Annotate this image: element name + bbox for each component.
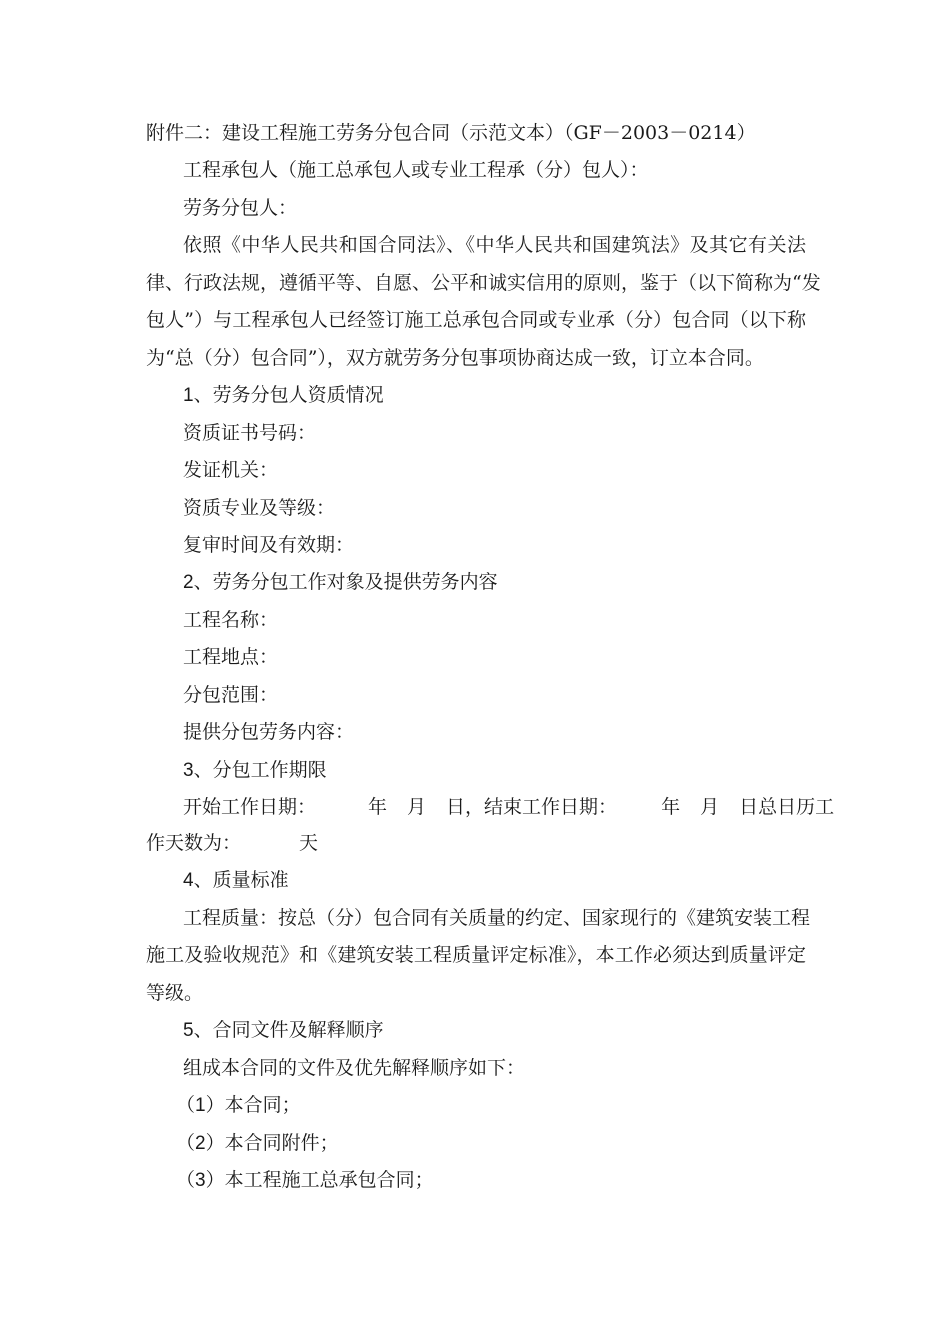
start-date-label: 开始工作日期： bbox=[183, 796, 317, 818]
preamble-line-2: 律、行政法规，遵循平等、自愿、公平和诚实信用的原则，鉴于（以下简称为“发 bbox=[146, 272, 821, 294]
section-title: 合同文件及解释顺序 bbox=[212, 1019, 384, 1041]
quality-line-3: 等级。 bbox=[146, 982, 204, 1004]
section-2-heading bbox=[183, 570, 498, 594]
section-number: 4、 bbox=[183, 870, 213, 891]
month-label: 月 bbox=[700, 796, 720, 818]
preamble-line-4: 为“总（分）包合同”），双方就劳务分包事项协商达成一致，订立本合同。 bbox=[146, 347, 764, 369]
section-number: 3、 bbox=[183, 760, 213, 781]
section-title: 质量标准 bbox=[212, 869, 289, 891]
document-title: 附件二：建设工程施工劳务分包合同（示范文本）（GF－2003－0214） bbox=[146, 122, 756, 144]
field-qualification-grade: 资质专业及等级： bbox=[183, 497, 336, 519]
list-item-text: 本工程施工总承包合同； bbox=[224, 1169, 434, 1191]
list-item-number: （3） bbox=[176, 1170, 225, 1191]
quality-line-1: 工程质量：按总（分）包合同有关质量的约定、国家现行的《建筑安装工程 bbox=[183, 907, 811, 929]
list-item bbox=[176, 1093, 301, 1117]
list-item-text: 本合同附件； bbox=[224, 1132, 339, 1154]
field-cert-number: 资质证书号码： bbox=[183, 422, 317, 444]
field-project-location: 工程地点： bbox=[183, 646, 279, 668]
list-item bbox=[176, 1131, 339, 1155]
section-title: 劳务分包工作对象及提供劳务内容 bbox=[212, 571, 498, 593]
section-number: 5、 bbox=[183, 1020, 213, 1041]
section-number: 2、 bbox=[183, 572, 213, 593]
list-item bbox=[176, 1168, 434, 1192]
section-number: 1、 bbox=[183, 385, 213, 406]
section-4-heading bbox=[183, 868, 289, 892]
section-title: 劳务分包人资质情况 bbox=[212, 384, 384, 406]
year-label: 年 bbox=[661, 796, 681, 818]
list-item-text: 本合同； bbox=[224, 1094, 301, 1116]
list-item-number: （2） bbox=[176, 1133, 225, 1154]
party-subcontractor-line: 劳务分包人： bbox=[183, 197, 298, 219]
field-review-validity: 复审时间及有效期： bbox=[183, 534, 355, 556]
days-label: 作天数为： bbox=[146, 832, 242, 854]
field-subcontract-scope: 分包范围： bbox=[183, 684, 279, 706]
preamble-line-3: 包人”）与工程承包人已经签订施工总承包合同或专业承（分）包合同（以下称 bbox=[146, 309, 806, 331]
work-days-line bbox=[146, 831, 318, 855]
days-unit: 天 bbox=[299, 832, 319, 854]
preamble-line-1: 依照《中华人民共和国合同法》、《中华人民共和国建筑法》及其它有关法 bbox=[183, 234, 806, 256]
end-date-label: 日，结束工作日期： bbox=[446, 796, 618, 818]
list-item-number: （1） bbox=[176, 1095, 225, 1116]
field-labor-content: 提供分包劳务内容： bbox=[183, 721, 355, 743]
section-title: 分包工作期限 bbox=[212, 759, 327, 781]
year-label: 年 bbox=[368, 796, 388, 818]
month-label: 月 bbox=[407, 796, 427, 818]
party-contractor-line: 工程承包人（施工总承包人或专业工程承（分）包人）： bbox=[183, 159, 649, 181]
section-1-heading bbox=[183, 383, 384, 407]
field-issuing-authority: 发证机关： bbox=[183, 459, 279, 481]
section-5-heading bbox=[183, 1018, 384, 1042]
field-project-name: 工程名称： bbox=[183, 609, 279, 631]
section-3-heading bbox=[183, 758, 327, 782]
documents-intro: 组成本合同的文件及优先解释顺序如下： bbox=[183, 1057, 526, 1079]
total-days-label: 日总日历工 bbox=[739, 796, 835, 818]
work-period-line bbox=[183, 795, 835, 819]
quality-line-2: 施工及验收规范》和《建筑安装工程质量评定标准》，本工作必须达到质量评定 bbox=[146, 944, 806, 966]
